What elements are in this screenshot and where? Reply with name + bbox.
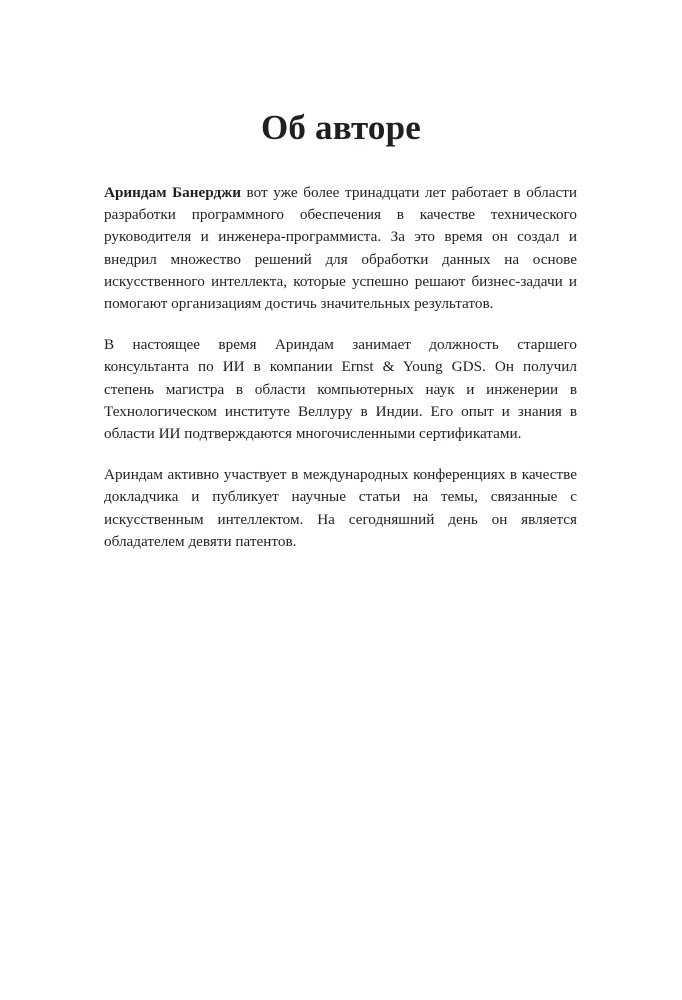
author-name: Ариндам Банерджи [104,184,241,201]
about-author-text [104,182,577,572]
page-title: Об авторе [260,108,422,147]
paragraph-2: В настоящее время Ариндам занимает должность старшего консультанта по ИИ в компании Ernst & Young GDS. Он получил степень магистра в области компьютерных наук и инженерии в Технологическом институте Веллуру в Индии. Его опыт и знания в области ИИ подтверждаются многочисленными сертификатами. [104,336,577,443]
paragraph-1 [104,182,577,315]
paragraph-1-text: вот уже более тринадцати лет работает в области разработки программного обеспечения в качестве технического руководителя и инженера-программиста. За это время он создал и внедрил множество решений для обработки данных на основе искусственного интеллекта, которые успешно решают бизнес-задачи и помогают организациям достичь значительных результатов. [104,184,577,313]
paragraph-3: Ариндам активно участвует в международных конференциях в качестве докладчика и публикует научные статьи на темы, связанные с искусственным интеллектом. На сегодняшний день он является обладателем девяти патентов. [104,466,577,550]
